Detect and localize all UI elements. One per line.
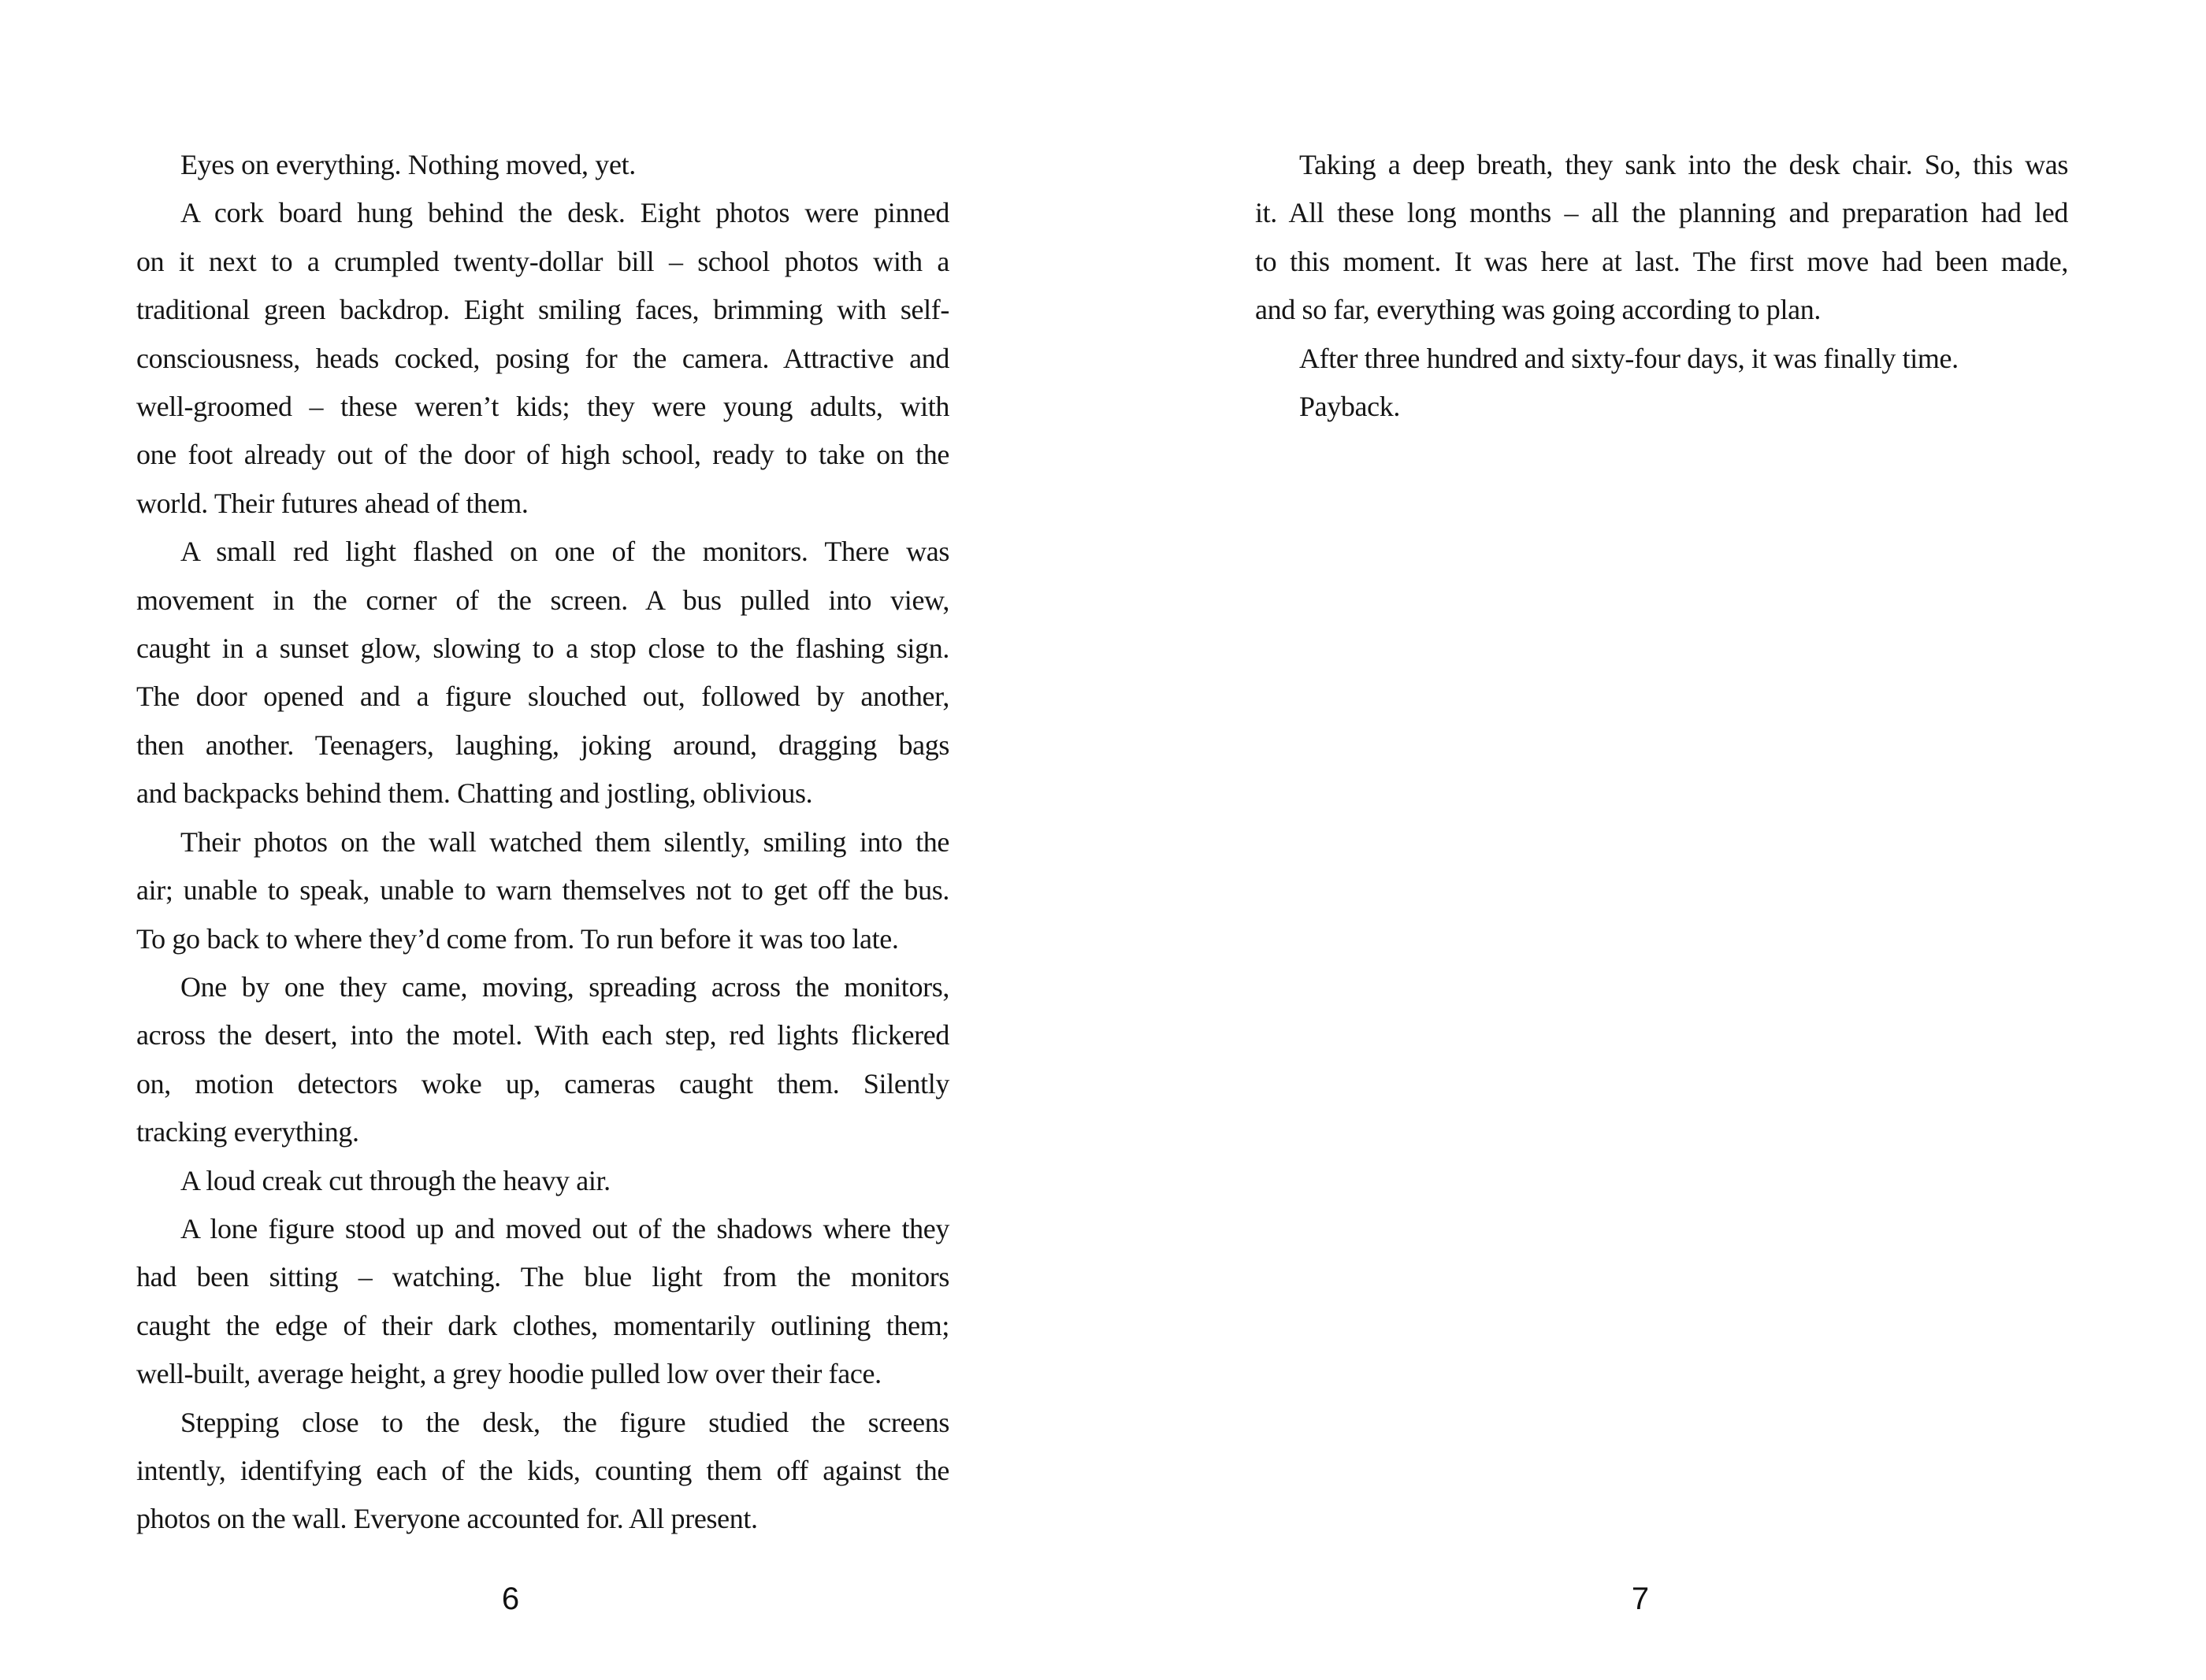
page-number-right: 7 [1631, 1582, 1650, 1616]
text-line: A small red light flashed on one of the monitors. There was [180, 536, 949, 568]
paragraph [136, 528, 949, 818]
text-line: intently, identifying each of the kids, counting them off against the [136, 1454, 949, 1486]
paragraph [136, 1399, 949, 1544]
text-line: A loud creak cut through the heavy air. [180, 1164, 611, 1196]
page-left-text [136, 141, 949, 1544]
text-line: traditional green backdrop. Eight smiling faces, brimming with self- [136, 294, 949, 326]
paragraph [136, 818, 949, 963]
text-line: One by one they came, moving, spreading across the monitors, [180, 970, 949, 1003]
paragraph [136, 189, 949, 528]
text-line: A cork board hung behind the desk. Eight photos were pinned [180, 197, 949, 229]
text-line: Payback. [1299, 391, 1401, 423]
text-line: A lone figure stood up and moved out of the shadows where they [180, 1212, 949, 1244]
text-line: Their photos on the wall watched them silently, smiling into the [180, 825, 949, 858]
page-number-left: 6 [501, 1582, 520, 1616]
text-line: then another. Teenagers, laughing, joking around, dragging bags [136, 729, 949, 761]
text-line: To go back to where they’d come from. To run before it was too late. [136, 922, 899, 955]
text-line: across the desert, into the motel. With each step, red lights flickered [136, 1019, 949, 1051]
text-line: and backpacks behind them. Chatting and jostling, oblivious. [136, 777, 813, 810]
paragraph [1255, 383, 2068, 431]
text-line: tracking everything. [136, 1116, 359, 1148]
text-line: Taking a deep breath, they sank into the desk chair. So, this was [1299, 149, 2068, 180]
text-line: and so far, everything was going according to plan. [1255, 294, 1821, 326]
paragraph [136, 141, 949, 189]
text-line: well-built, average height, a grey hoodie pulled low over their face. [136, 1358, 882, 1390]
text-line: well-groomed – these weren’t kids; they were young adults, with [136, 391, 949, 423]
paragraph [136, 1157, 949, 1205]
paragraph [136, 963, 949, 1157]
text-line: movement in the corner of the screen. A bus pulled into view, [136, 584, 949, 616]
text-line: caught in a sunset glow, slowing to a stop close to the flashing sign. [136, 632, 949, 665]
text-line: Stepping close to the desk, the figure studied the screens [180, 1406, 949, 1438]
text-line: air; unable to speak, unable to warn themselves not to get off the bus. [136, 874, 949, 907]
text-line: caught the edge of their dark clothes, momentarily outlining them; [136, 1309, 949, 1341]
page-right-text [1255, 141, 2068, 431]
text-line: The door opened and a figure slouched out, followed by another, [136, 681, 949, 713]
text-line: to this moment. It was here at last. The first move had been made, [1255, 245, 2068, 277]
paragraph [1255, 141, 2068, 335]
paragraph [136, 1205, 949, 1399]
text-line: one foot already out of the door of high school, ready to take on the [136, 439, 949, 471]
text-line: on it next to a crumpled twenty-dollar bill – school photos with a [136, 245, 949, 277]
text-line: consciousness, heads cocked, posing for the camera. Attractive and [136, 342, 949, 374]
text-line: had been sitting – watching. The blue light from the monitors [136, 1261, 949, 1293]
text-line: it. All these long months – all the planning and preparation had led [1255, 197, 2068, 229]
text-line: photos on the wall. Everyone accounted for. All present. [136, 1503, 758, 1535]
text-line: After three hundred and sixty-four days, it was finally time. [1299, 342, 1959, 374]
text-line: on, motion detectors woke up, cameras caught them. Silently [136, 1067, 949, 1100]
text-line: Eyes on everything. Nothing moved, yet. [180, 149, 636, 180]
paragraph [1255, 335, 2068, 383]
text-line: world. Their futures ahead of them. [136, 487, 529, 519]
